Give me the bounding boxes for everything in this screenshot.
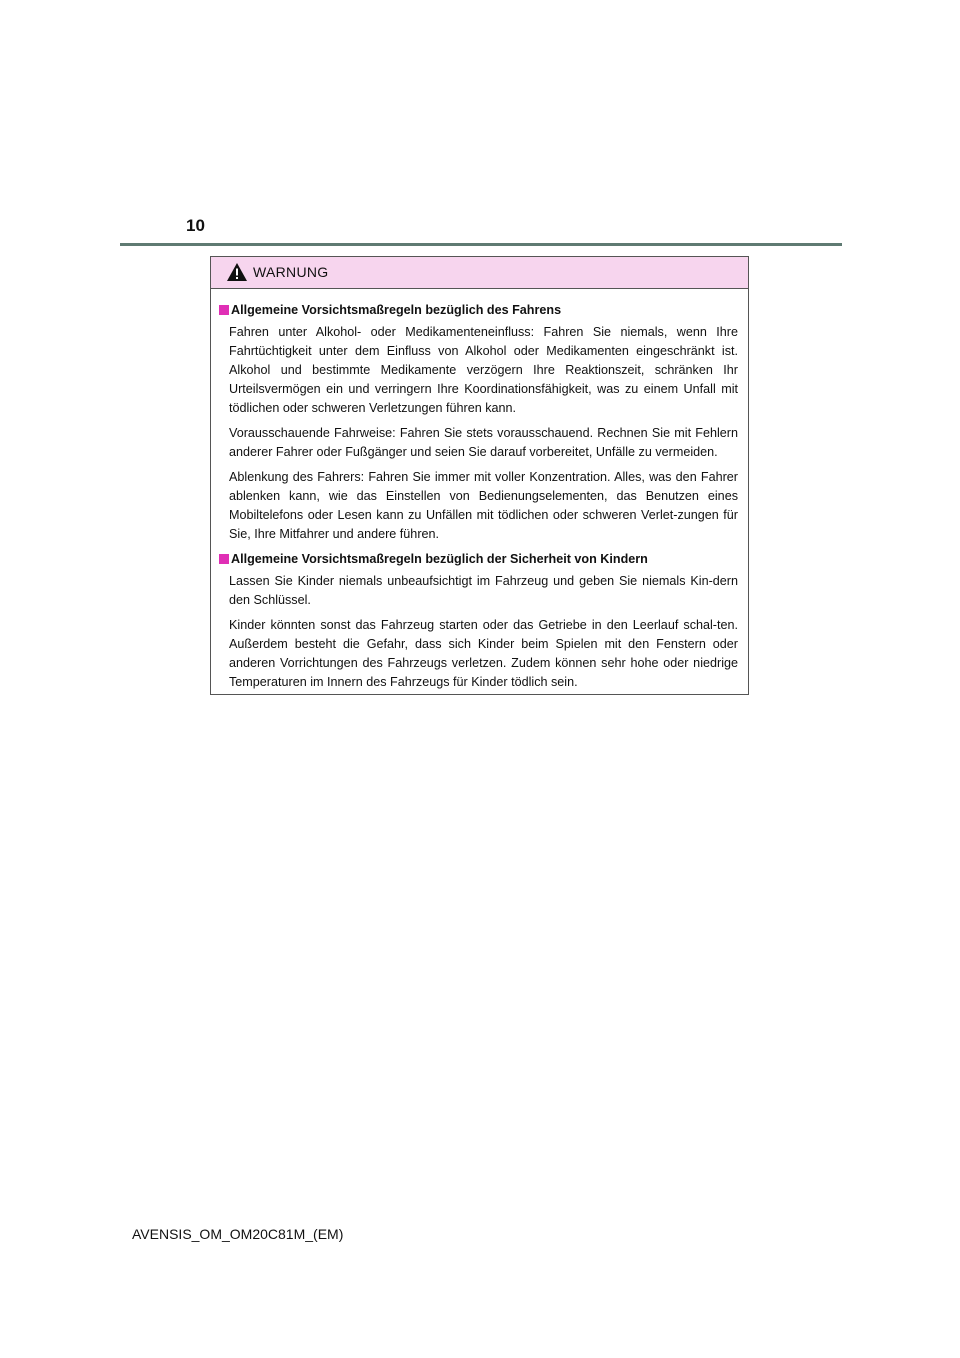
section-heading-driving: Allgemeine Vorsichtsmaßregeln bezüglich des Fahrens (219, 301, 738, 320)
paragraph-distraction: Ablenkung des Fahrers: Fahren Sie immer mit voller Konzentration. Alles, was den Fahrer ablenken kann, wie das Einstellen von Bedienungselementen, das Benutzen eines Mobiltelefons oder Lesen kann zu Unfällen mit tödlichen oder schweren Verlet-zungen für Sie, Ihre Mitfahrer und andere führen. (229, 470, 738, 541)
header-divider (120, 243, 842, 246)
bullet-square-icon (219, 305, 229, 315)
paragraph-alcohol: Fahren unter Alkohol- oder Medikamenteneinfluss: Fahren Sie niemals, wenn Ihre Fahrtüchtigkeit unter dem Einfluss von Alkohol oder Medikamenten eingeschränkt ist. Alkohol und bestimmte Medikamente verzögern Ihre Reaktionszeit, schränken Ihr Urteilsvermögen ein und verringern Ihre Koordinationsfähigkeit, was zu einem Unfall mit tödlichen oder schweren Verletzungen führen kann. (229, 325, 738, 415)
paragraph-children-risks: Kinder könnten sonst das Fahrzeug starten oder das Getriebe in den Leerlauf schal-ten. Außerdem besteht die Gefahr, dass sich Kinder beim Spielen mit den Fenstern oder anderen Vorrichtungen des Fahrzeugs verletzen. Zudem können sehr hohe oder niedrige Temperaturen im Innern des Fahrzeugs für Kinder tödlich sein. (229, 618, 738, 689)
paragraph-defensive-driving: Vorausschauende Fahrweise: Fahren Sie stets vorausschauend. Rechnen Sie mit Fehlern anderer Fahrer oder Fußgänger und seien Sie darauf vorbereitet, Unfälle zu vermeiden. (229, 426, 738, 459)
warning-body (211, 289, 748, 692)
warning-triangle-icon (226, 262, 248, 282)
section-heading-children: Allgemeine Vorsichtsmaßregeln bezüglich der Sicherheit von Kindern (219, 550, 738, 569)
warning-header (211, 257, 748, 289)
bullet-square-icon (219, 554, 229, 564)
page-footer: AVENSIS_OM_OM20C81M_(EM) (132, 1226, 344, 1242)
page-number: 10 (186, 216, 205, 235)
warning-title: WARNUNG (253, 264, 329, 280)
warning-box (210, 256, 749, 695)
paragraph-unattended-children: Lassen Sie Kinder niemals unbeaufsichtigt im Fahrzeug und geben Sie niemals Kin-dern den Schlüssel. (229, 574, 738, 607)
